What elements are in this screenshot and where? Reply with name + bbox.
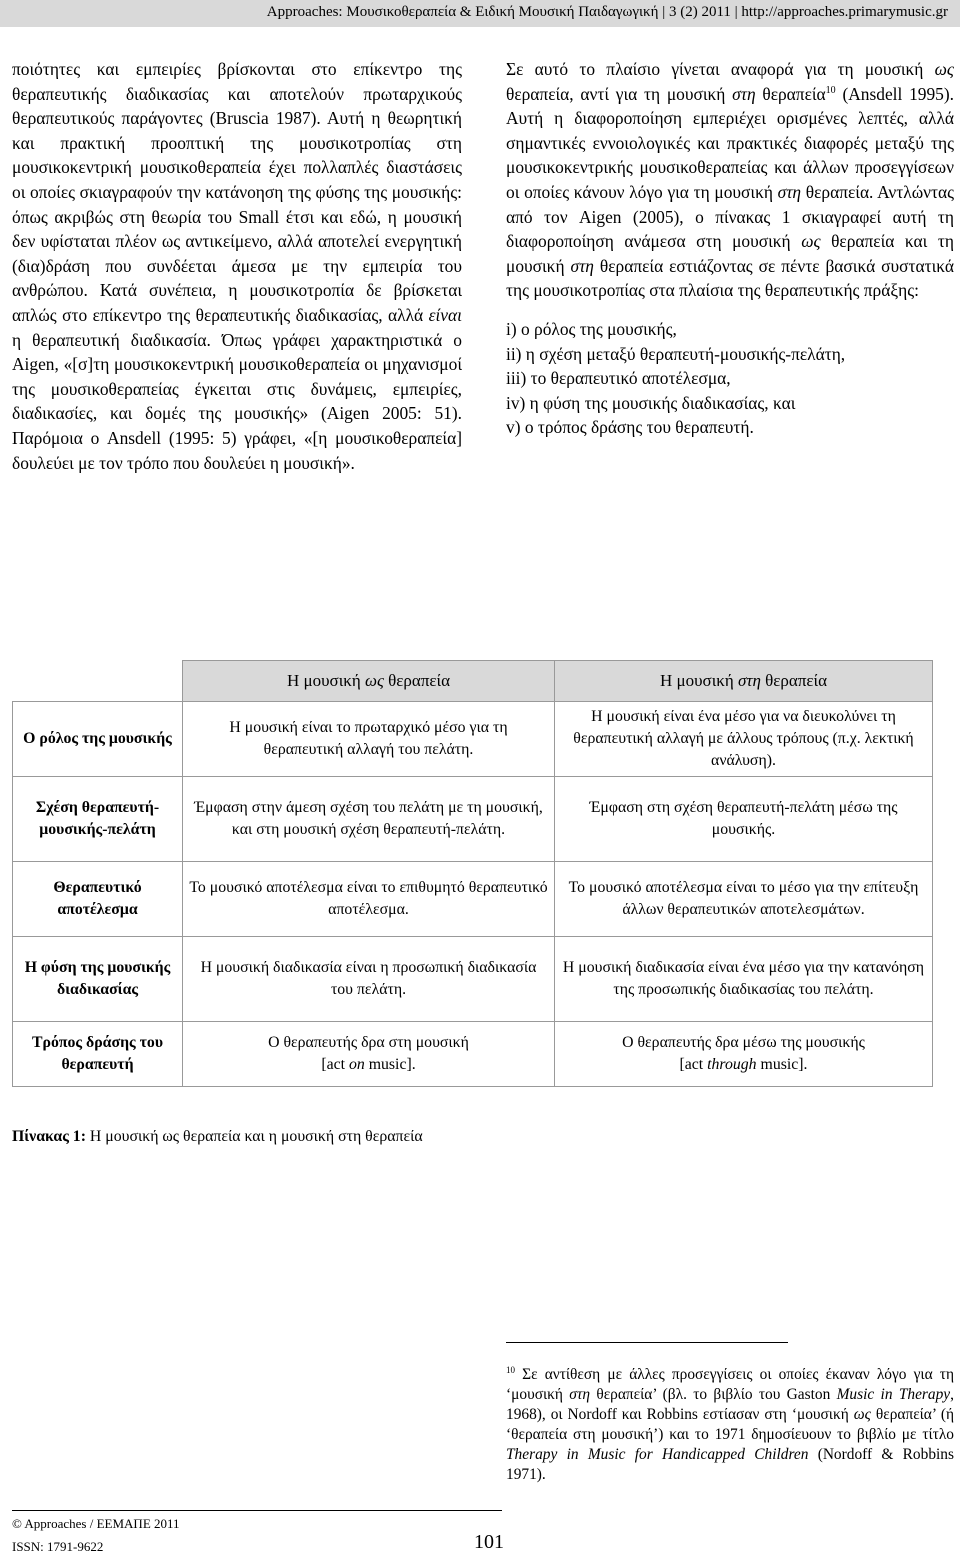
table-cell: Έμφαση στην άμεση σχέση του πελάτη με τη μουσική, και στη μουσική σχέση θεραπευτή-πελάτη.	[183, 777, 555, 862]
emphasis: στη	[732, 83, 756, 104]
list-item: iv) η φύση της μουσικής διαδικασίας, και	[506, 392, 796, 413]
emphasis: στη	[570, 255, 594, 276]
table-caption	[12, 1128, 423, 1146]
col-header-music-as-therapy	[183, 661, 555, 702]
emphasis: στη	[737, 671, 761, 690]
text-run: θεραπεία	[765, 671, 828, 690]
list-item: iii) το θεραπευτικό αποτέλεσμα,	[506, 368, 731, 389]
emphasis: στη	[777, 181, 802, 202]
components-list	[506, 317, 954, 440]
table-row	[13, 702, 933, 777]
running-title: Approaches: Μουσικοθεραπεία & Ειδική Μουσική Παιδαγωγική | 3 (2) 2011 | http://approaches.primarymusic.gr	[266, 4, 948, 20]
footnote-separator	[506, 1342, 788, 1343]
text-run: (Ansdell 1995). Αυτή η διαφοροποίηση εμπεριέχει ορισμένες λεπτές, αλλά σημαντικές εννοιολογικές και πρακτικές διαφορές μεταξύ της μουσικοκεντρικής μουσικοθεραπείας και άλλων προσεγγίσεων οι οποίες κάνουν λόγο για τη μουσική	[506, 83, 955, 202]
footer-separator	[12, 1510, 502, 1511]
table-cell: Η μουσική είναι ένα μέσο για να διευκολύνει τη θεραπευτική αλλαγή με άλλους τρόπους (π.χ. λεκτική ανάλυση).	[555, 702, 933, 777]
text-run: music].	[368, 1056, 416, 1073]
text-run: , 1968), οι Nordoff και Robbins εστίασαν στη ‘μουσική	[506, 1386, 954, 1423]
row-label: Η φύση της μουσικής διαδικασίας	[13, 937, 183, 1022]
text-run: music].	[760, 1056, 808, 1073]
text-run: θεραπεία. Αντλώντας από τον Aigen (2005), ο πίνακας 1 σκιαγραφεί αυτή τη διαφοροποίηση ανάμεσα στη μουσική	[506, 181, 954, 252]
table-cell	[183, 1022, 555, 1087]
table-cell: Η μουσική διαδικασία είναι ένα μέσο για την κατανόηση της προσωπικής διαδικασίας του πελάτη.	[555, 937, 933, 1022]
table-cell: Έμφαση στη σχέση θεραπευτή-πελάτη μέσω της μουσικής.	[555, 777, 933, 862]
table-cell: Το μουσικό αποτέλεσμα είναι το επιθυμητό θεραπευτικό αποτέλεσμα.	[183, 862, 555, 937]
emphasis: ως	[853, 1406, 871, 1423]
table-cell: Η μουσική διαδικασία είναι η προσωπική διαδικασία του πελάτη.	[183, 937, 555, 1022]
emphasis: είναι	[428, 304, 462, 325]
row-label: Σχέση θεραπευτή-μουσικής-πελάτη	[13, 777, 183, 862]
caption-label: Πίνακας 1:	[12, 1128, 86, 1145]
left-column	[12, 57, 462, 475]
emphasis: ως	[364, 671, 384, 690]
text-run: η θεραπευτική διαδικασία. Όπως γράφει χαρακτηριστικά ο Aigen, «[σ]τη μουσικοκεντρική μουσικοθεραπεία οι μηχανισμοί της μουσικοθεραπείας έγκειται στις δυνάμεις, εμπειρίες, διαδικασίες, και δομές της μουσικής» (Aigen 2005: 51). Παρόμοια ο Ansdell (1995: 5) γράφει, «[η μουσικοθεραπεία] δουλεύει με τον τρόπο που δουλεύει η μουσική».	[12, 329, 462, 473]
table-header-row	[13, 661, 933, 702]
text-run: θεραπεία	[388, 671, 451, 690]
page-number: 101	[474, 1531, 504, 1553]
text-run: (Nordoff & Robbins 1971).	[506, 1446, 954, 1483]
emphasis: through	[707, 1056, 757, 1073]
text-run: Ο θεραπευτής δρα στη μουσική	[268, 1034, 469, 1051]
text-run: ποιότητες και εμπειρίες βρίσκονται στο επίκεντρο της θεραπευτικής διαδικασίας και αποτελούν πρωταρχικούς θεραπευτικούς παράγοντες (Bruscia 1987). Αυτή η θεωρητική και πρακτική προοπτική της μουσικοτροπίας στη μουσικοκεντρική μουσικοθεραπεία έχει πολλαπλές διαστάσεις οι οποίες σκιαγραφούν την κατάνοηση της φύσης της μουσικής: όπως ακριβώς στη θεωρία του Small έτσι και εδώ, η μουσική δεν υφίσταται πλέον ως αντικείμενο, αλλά αποτελεί ενεργητική (δια)δράση που συνδέεται άμεσα με την εμπειρία του ανθρώπου. Κατά συνέπεια, η μουσικοτροπία δε βρίσκεται απλώς στο επίκεντρο της θεραπευτικής διαδικασίας, αλλά	[12, 59, 462, 325]
list-item: v) ο τρόπος δράσης του θεραπευτή.	[506, 417, 754, 438]
right-column	[506, 57, 954, 440]
list-item: ii) η σχέση μεταξύ θεραπευτή-μουσικής-πελάτη,	[506, 343, 846, 364]
text-run: Η μουσική	[659, 671, 734, 690]
text-run: [act	[679, 1056, 704, 1073]
footnote-ref[interactable]: 10	[825, 84, 836, 96]
text-run: Σε αντίθεση με άλλες προσεγγίσεις οι οποίες έκαναν λόγο για τη ‘μουσική	[506, 1366, 954, 1403]
caption-text: Η μουσική ως θεραπεία και η μουσική στη θεραπεία	[89, 1128, 423, 1145]
footnote	[506, 1365, 954, 1485]
table	[12, 660, 933, 1087]
col-header-music-in-therapy	[555, 661, 933, 702]
emphasis: στη	[569, 1386, 590, 1403]
table-row	[13, 862, 933, 937]
table-row	[13, 777, 933, 862]
text-run: [act	[321, 1056, 346, 1073]
table-row	[13, 937, 933, 1022]
list-item: i) ο ρόλος της μουσικής,	[506, 318, 677, 339]
row-label: Ο ρόλος της μουσικής	[13, 702, 183, 777]
table-cell	[555, 1022, 933, 1087]
text-run: θεραπεία’ (ή ‘θεραπεία στη μουσική’) και το 1971 δημοσίευουν το βιβλίο με τίτλο	[506, 1406, 955, 1443]
running-header	[0, 0, 960, 27]
text-run: θεραπεία’ (βλ. το βιβλίο του Gaston	[596, 1386, 831, 1403]
text-run: θεραπεία εστιάζοντας σε πέντε βασικά συστατικά της μουσικοτροπίας στα πλαίσια της θεραπευτικής πράξης:	[506, 255, 954, 301]
row-label: Τρόπος δράσης του θεραπευτή	[13, 1022, 183, 1087]
text-run: Η μουσική	[286, 671, 361, 690]
left-paragraph	[12, 57, 462, 475]
text-run: θεραπεία, αντί για τη μουσική	[506, 83, 726, 104]
emphasis: on	[348, 1056, 365, 1073]
copyright: © Approaches / ΕΕΜΑΠΕ 2011	[12, 1516, 180, 1531]
emphasis: ως	[801, 231, 821, 252]
text-run: θεραπεία και τη μουσική	[506, 231, 954, 276]
text-run: θεραπεία	[762, 83, 826, 104]
table-cell: Το μουσικό αποτέλεσμα είναι το μέσο για την επίτευξη άλλων θεραπευτικών αποτελεσμάτων.	[555, 862, 933, 937]
issn: ISSN: 1791-9622	[12, 1539, 104, 1554]
table-row	[13, 1022, 933, 1087]
table-cell: Η μουσική είναι το πρωταρχικό μέσο για τη θεραπευτική αλλαγή του πελάτη.	[183, 702, 555, 777]
emphasis: ως	[934, 59, 954, 79]
comparison-table	[12, 660, 932, 1087]
row-label: Θεραπευτικό αποτέλεσμα	[13, 862, 183, 937]
emphasis: Music in Therapy	[836, 1386, 951, 1403]
right-paragraph	[506, 57, 954, 303]
text-run: Ο θεραπευτής δρα μέσω της μουσικής	[622, 1034, 865, 1051]
footnote-number: 10	[506, 1364, 515, 1375]
table-corner	[13, 661, 183, 702]
text-run: Σε αυτό το πλαίσιο γίνεται αναφορά για τη μουσική	[506, 59, 924, 79]
emphasis: Therapy in Music for Handicapped Children	[506, 1446, 809, 1463]
